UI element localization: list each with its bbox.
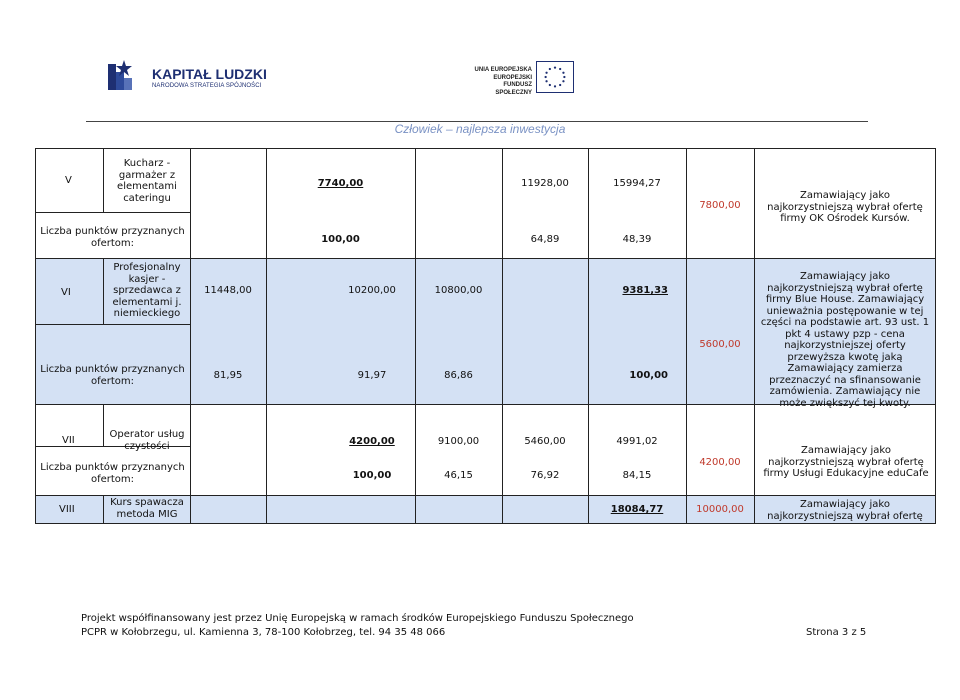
row-viii-note: Zamawiający jako najkorzystniejszą wybrał ofertę <box>767 499 923 522</box>
eu-line-1: UNIA EUROPEJSKA <box>474 67 532 73</box>
eu-flag-icon <box>536 61 574 93</box>
row-vii-price-5: 4991,02 <box>616 436 658 447</box>
row-vi-price-1: 11448,00 <box>204 285 252 296</box>
row-vii-number: VII <box>62 435 75 446</box>
row-vii-points-3: 46,15 <box>444 470 473 481</box>
kapital-ludzki-title: KAPITAŁ LUDZKI <box>152 66 267 82</box>
footer-page-number: Strona 3 z 5 <box>806 627 867 638</box>
row-v-points-label: Liczba punktów przyznanych ofertom: <box>40 226 185 249</box>
row-vii-note: Zamawiający jako najkorzystniejszą wybrał ofertę firmy Usługi Edukacyjne eduCafe <box>763 445 929 479</box>
row-vi-name: Profesjonalny kasjer - sprzedawca z elementami j. niemieckiego <box>112 262 182 319</box>
row-vi-points-5: 100,00 <box>629 370 668 381</box>
row-viii-number: VIII <box>59 504 75 515</box>
eu-line-2: EUROPEJSKI <box>493 74 532 81</box>
row-v-points-4: 64,89 <box>530 234 560 245</box>
row-vii-points-5: 84,15 <box>622 470 652 481</box>
row-v-points-5: 48,39 <box>622 234 652 245</box>
footer-address: PCPR w Kołobrzegu, ul. Kamienna 3, 78-100 Kołobrzeg, tel. 94 35 48 066 <box>81 627 446 638</box>
kapital-ludzki-logo-icon <box>108 58 140 90</box>
row-vi-price-5: 9381,33 <box>622 285 668 296</box>
row-viii-budget: 10000,00 <box>696 504 744 515</box>
row-vi-points-3: 91,97 <box>357 370 387 381</box>
row-vii-budget: 4200,00 <box>699 457 741 468</box>
row-vi-price-4: 10800,00 <box>434 285 483 296</box>
footer-cofinancing: Projekt współfinansowany jest przez Unię Europejską w ramach środków Europejskiego Funduszu Społecznego <box>81 613 634 624</box>
row-v-number: V <box>65 175 72 186</box>
row-vi-points-1: 81,95 <box>213 370 243 381</box>
row-vii-price-4: 5460,00 <box>524 436 566 447</box>
row-vi-points-label: Liczba punktów przyznanych ofertom: <box>40 364 185 387</box>
row-v-price-5: 15994,27 <box>613 178 661 189</box>
row-vii-price-2: 4200,00 <box>349 436 395 447</box>
row-v-note: Zamawiający jako najkorzystniejszą wybrał ofertę firmy OK Ośrodek Kursów. <box>767 190 923 224</box>
row-v-price-4: 11928,00 <box>521 178 569 189</box>
row-vii-price-3: 9100,00 <box>437 436 480 447</box>
row-v-name: Kucharz - garmażer z elementami cateringu <box>117 158 177 204</box>
row-viii-price-5: 18084,77 <box>610 504 664 515</box>
motto: Człowiek – najlepsza inwestycja <box>394 122 566 136</box>
row-vi-budget: 5600,00 <box>699 339 741 350</box>
row-vi-note: Zamawiający jako najkorzystniejszą wybrał ofertę firmy Blue House. Zamawiający unieważnia postępowanie w tej części na podstawie art. 93 ust. 1 pkt 4 ustawy pzp - cena najkorzystniejszej oferty przewyższa kwotę jaką Zamawiający zamierza przeznaczyć na sfinansowanie zamówienia. Zamawiający nie może zwiększyć tej kwoty. <box>760 271 930 409</box>
document-header <box>0 0 960 120</box>
eu-logo-text <box>470 67 532 97</box>
row-vii-points-2: 100,00 <box>352 470 392 481</box>
row-vi-points-4: 86,86 <box>444 370 473 381</box>
row-v-price-2: 7740,00 <box>317 178 364 189</box>
row-vii-name: Operator usług czystości <box>109 429 185 452</box>
kapital-ludzki-subtitle: NARODOWA STRATEGIA SPÓJNOŚCI <box>152 83 262 89</box>
row-v-budget: 7800,00 <box>699 200 741 211</box>
results-table <box>35 148 936 523</box>
row-v-points-2: 100,00 <box>321 234 360 245</box>
row-vii-points-4: 76,92 <box>530 470 560 481</box>
eu-line-3: FUNDUSZ SPOŁECZNY <box>495 82 532 96</box>
row-vi-price-3: 10200,00 <box>348 285 396 296</box>
row-viii-name: Kurs spawacza metoda MIG <box>110 497 184 520</box>
row-vii-points-label: Liczba punktów przyznanych ofertom: <box>40 462 185 485</box>
row-vi-number: VI <box>61 287 71 298</box>
